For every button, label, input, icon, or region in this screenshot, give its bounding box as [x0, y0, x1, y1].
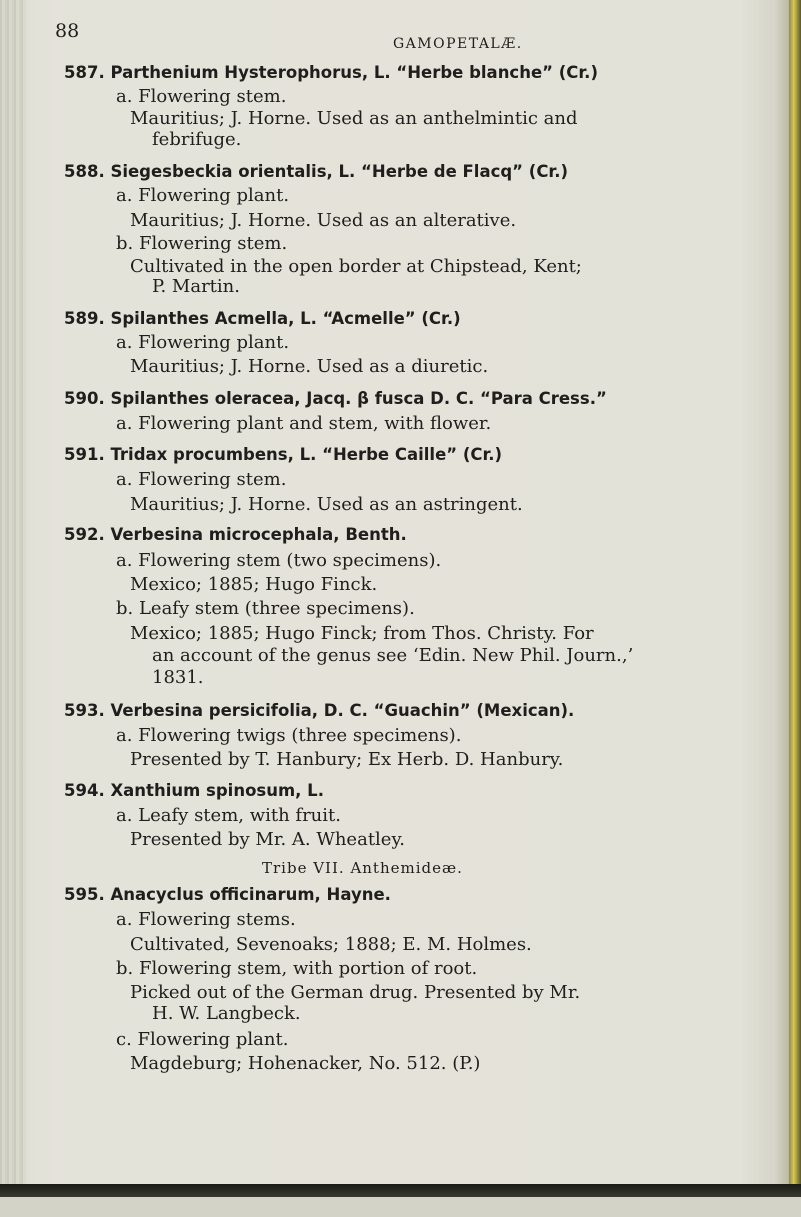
entry-heading: 594. Xanthium spinosum, L. — [64, 781, 324, 800]
entry-line: Mauritius; J. Horne. Used as an anthelmintic and — [130, 108, 578, 129]
entry-heading: 595. Anacyclus officinarum, Hayne. — [64, 885, 391, 904]
entry-line: a. Flowering stem (two specimens). — [116, 550, 442, 571]
entry-line: Presented by T. Hanbury; Ex Herb. D. Hanbury. — [130, 749, 564, 770]
entry-heading: 592. Verbesina microcephala, Benth. — [64, 525, 407, 544]
entry-line: Presented by Mr. A. Wheatley. — [130, 829, 405, 850]
entry-line: b. Flowering stem, with portion of root. — [116, 958, 478, 979]
entry-line: Mexico; 1885; Hugo Finck; from Thos. Christy. For — [130, 623, 594, 644]
entry-heading: 587. Parthenium Hysterophorus, L. “Herbe blanche” (Cr.) — [64, 63, 598, 82]
page-number: 88 — [55, 20, 80, 42]
entry-line: a. Flowering stem. — [116, 469, 287, 490]
entry-line: a. Flowering plant. — [116, 185, 290, 206]
entry-heading: 593. Verbesina persicifolia, D. C. “Guachin” (Mexican). — [64, 701, 575, 720]
entry-line: a. Flowering twigs (three specimens). — [116, 725, 462, 746]
entry-line: a. Flowering stems. — [116, 909, 296, 930]
entry-line: Mauritius; J. Horne. Used as a diuretic. — [130, 356, 489, 377]
entry-heading: 588. Siegesbeckia orientalis, L. “Herbe de Flacq” (Cr.) — [64, 162, 569, 181]
entry-line: a. Flowering plant and stem, with flower. — [116, 413, 492, 434]
bottom-dark-rule — [0, 1184, 801, 1197]
entry-line: b. Flowering stem. — [116, 233, 288, 254]
entry-line: Picked out of the German drug. Presented by Mr. — [130, 982, 581, 1003]
entry-line: H. W. Langbeck. — [152, 1003, 301, 1024]
entry-line: Mexico; 1885; Hugo Finck. — [130, 574, 378, 595]
entry-heading: 590. Spilanthes oleracea, Jacq. β fusca D. C. “Para Cress.” — [64, 389, 607, 408]
entry-line: an account of the genus see ‘Edin. New Phil. Journ.,’ — [152, 645, 634, 666]
tribe-heading: Tribe VII. Anthemideæ. — [262, 859, 463, 877]
entry-line: Cultivated, Sevenoaks; 1888; E. M. Holmes. — [130, 934, 532, 955]
entry-line: a. Leafy stem, with fruit. — [116, 805, 341, 826]
entry-line: a. Flowering stem. — [116, 86, 287, 107]
entry-heading: 589. Spilanthes Acmella, L. “Acmelle” (Cr.) — [64, 309, 461, 328]
entry-line: Magdeburg; Hohenacker, No. 512. (P.) — [130, 1053, 481, 1074]
entry-line: a. Flowering plant. — [116, 332, 290, 353]
entry-line: b. Leafy stem (three specimens). — [116, 598, 415, 619]
entry-line: P. Martin. — [152, 276, 240, 297]
entry-line: Mauritius; J. Horne. Used as an astringent. — [130, 494, 523, 515]
running-title: GAMOPETALÆ. — [393, 36, 523, 52]
entry-line: 1831. — [152, 667, 204, 688]
entry-line: c. Flowering plant. — [116, 1029, 289, 1050]
entry-heading: 591. Tridax procumbens, L. “Herbe Caille” (Cr.) — [64, 445, 503, 464]
entry-line: Cultivated in the open border at Chipstead, Kent; — [130, 256, 582, 277]
entry-line: febrifuge. — [152, 129, 242, 150]
entry-line: Mauritius; J. Horne. Used as an alterative. — [130, 210, 517, 231]
